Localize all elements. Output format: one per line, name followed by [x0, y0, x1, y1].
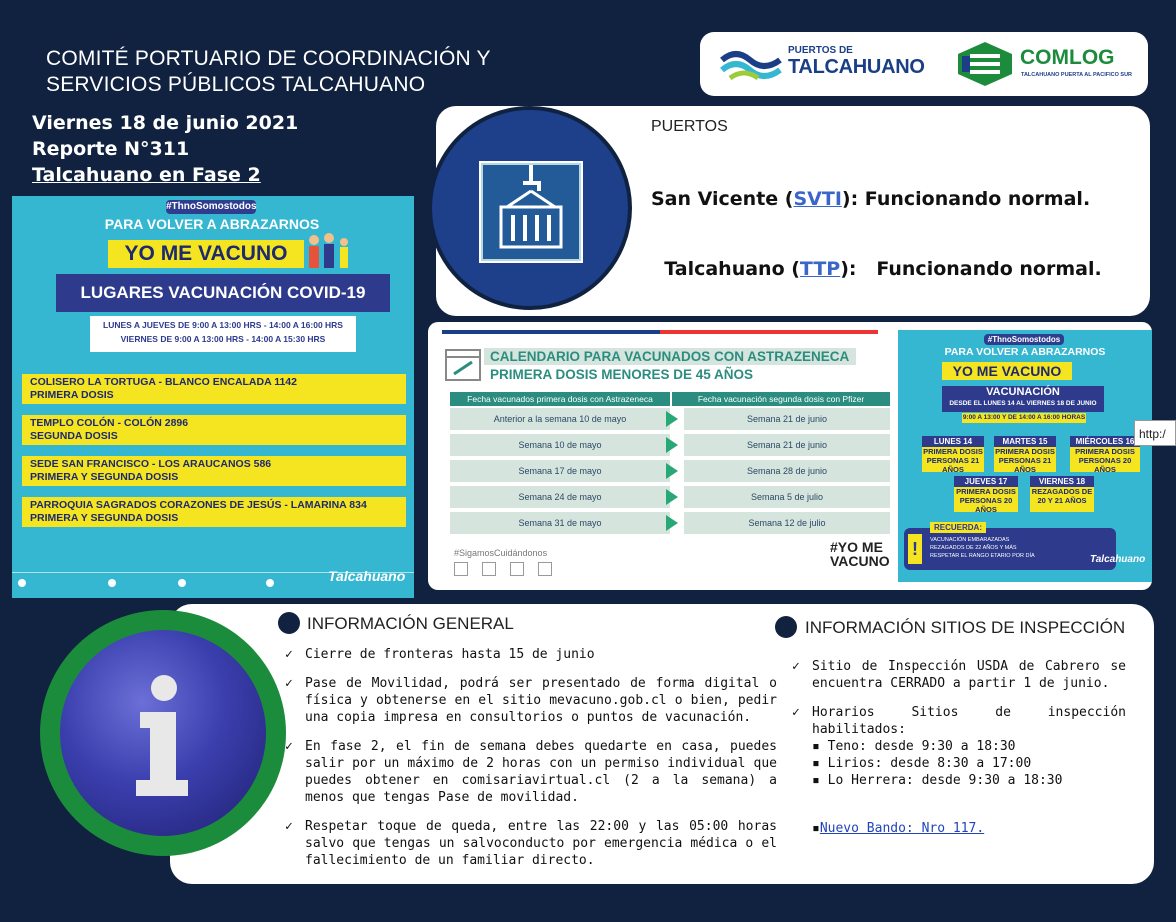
calendar-subtitle: PRIMERA DOSIS MENORES DE 45 AÑOS	[490, 367, 754, 382]
report-date: Viernes 18 de junio 2021	[32, 112, 299, 134]
remember-list: VACUNACIÓN EMBARAZADAS REZAGADOS DE 22 AÑOS Y MÁS RESPETAR EL RANGO ETARIO POR DÍA	[930, 537, 1035, 559]
remember-title: RECUERDA:	[930, 522, 986, 533]
poster2-brand: Talcahuano	[1090, 554, 1146, 565]
calendar-first-dose-cell: Anterior a la semana 10 de mayo	[450, 408, 670, 430]
calendar-second-dose-cell: Semana 12 de julio	[684, 512, 890, 534]
arrow-right-icon	[666, 489, 678, 505]
site-item: ▪ Lirios: desde 8:30 a 17:00	[812, 756, 1032, 771]
poster-subtitle: PARA VOLVER A ABRAZARNOS	[104, 216, 320, 232]
day-box: JUEVES 17 PRIMERA DOSIS PERSONAS 20 AÑOS	[954, 476, 1018, 512]
prevention-icons	[454, 562, 558, 576]
port-status-san-vicente: San Vicente (SVTI): Funcionando normal.	[651, 188, 1091, 210]
stay-home-icon	[538, 562, 552, 576]
distance-icon	[510, 562, 524, 576]
calendar-second-dose-cell: Semana 21 de junio	[684, 408, 890, 430]
facebook-icon	[18, 579, 26, 587]
inspection-bullet-icon	[775, 616, 797, 638]
poster-slogan: YO ME VACUNO	[108, 240, 304, 268]
vaccination-places-poster	[12, 196, 414, 598]
site-item: ▪ Lo Herrera: desde 9:30 a 18:30	[812, 773, 1063, 788]
general-item: ✓ En fase 2, el fin de semana debes quedarte en casa, puedes salir por un máximo de 2 horas con un permiso individual que puedes obtener en comisariavirtual.cl (2 a la semana) a menos que tengas Pase de movilidad.	[285, 739, 777, 805]
info-icon	[60, 630, 266, 836]
inspection-item: ✓ Horarios Sitios de inspección habilitados:	[792, 705, 1126, 737]
calendar-first-dose-cell: Semana 24 de mayo	[450, 486, 670, 508]
calendar-col2-header: Fecha vacunación segunda dosis con Pfizer	[672, 392, 890, 406]
check-icon: ✓	[285, 647, 293, 662]
instagram-icon	[178, 579, 186, 587]
report-info	[32, 110, 298, 188]
day-box: VIERNES 18 REZAGADOS DE 20 Y 21 AÑOS	[1030, 476, 1094, 512]
port-icon-circle	[428, 106, 632, 310]
poster2-hashtag: #ThnoSomostodos	[984, 334, 1064, 345]
url-tooltip: http:/	[1134, 420, 1176, 446]
poster-heading: LUGARES VACUNACIÓN COVID-19	[56, 274, 390, 312]
bando-item: ▪Nuevo Bando: Nro 117.	[812, 821, 985, 836]
mask-icon	[454, 562, 468, 576]
check-icon: ✓	[792, 705, 800, 720]
comlog-logo-icon	[954, 40, 1016, 88]
general-list	[285, 646, 777, 881]
calendar-second-dose-cell: Semana 21 de junio	[684, 434, 890, 456]
social-icons	[18, 579, 318, 589]
puertos-logo-small: PUERTOS DE	[788, 45, 853, 56]
day-box: MARTES 15 PRIMERA DOSIS PERSONAS 21 AÑOS	[995, 437, 1055, 474]
calendar-first-dose-cell: Semana 31 de mayo	[450, 512, 670, 534]
committee-title: COMITÉ PORTUARIO DE COORDINACIÓN Y SERVICIOS PÚBLICOS TALCAHUANO	[46, 47, 491, 96]
bando-link[interactable]: Nuevo Bando: Nro 117.	[819, 821, 985, 836]
arrow-right-icon	[666, 463, 678, 479]
poster2-slogan: YO ME VACUNO	[942, 362, 1072, 380]
inspection-item: ✓ Sitio de Inspección USDA de Cabrero se encuentra CERRADO a partir 1 de junio.	[792, 659, 1126, 691]
day-box: LUNES 14 PRIMERA DOSIS PERSONAS 21 AÑOS	[923, 437, 983, 474]
poster2-subtitle: PARA VOLVER A ABRAZARNOS	[944, 346, 1106, 358]
check-icon: ✓	[792, 659, 800, 674]
logos-box	[700, 32, 1148, 96]
report-phase: Talcahuano en Fase 2	[32, 164, 261, 186]
calendar-second-dose-cell: Semana 28 de junio	[684, 460, 890, 482]
arrow-right-icon	[666, 411, 678, 427]
inspection-title: INFORMACIÓN SITIOS DE INSPECCIÓN	[805, 618, 1126, 637]
comlog-logo-subtext: TALCAHUANO PUERTA AL PACIFICO SUR	[1021, 72, 1133, 78]
handwash-icon	[482, 562, 496, 576]
ttp-link[interactable]: TTP	[799, 258, 841, 280]
report-number: Reporte N°311	[32, 138, 190, 160]
poster2-hours: 9:00 A 13:00 Y DE 14:00 A 16:00 HORAS	[962, 414, 1086, 421]
puertos-logo-big: TALCAHUANO	[788, 56, 925, 78]
arrow-right-icon	[666, 437, 678, 453]
place-item: SEDE SAN FRANCISCO - LOS ARAUCANOS 586 PRIMERA Y SEGUNDA DOSIS	[22, 456, 406, 486]
check-icon: ✓	[285, 739, 293, 754]
twitter-icon	[108, 579, 116, 587]
arrow-right-icon	[666, 515, 678, 531]
check-icon: ✓	[285, 676, 293, 691]
general-item: ✓ Pase de Movilidad, podrá ser presentado de forma digital o física y obtenerse en el sitio mevacuno.gob.cl o bien, pedir una copia impresa en consultorios o puntos de vacunación.	[285, 676, 777, 725]
site-item: ▪ Teno: desde 9:30 a 18:30	[812, 739, 1016, 754]
calendar-second-dose-cell: Semana 5 de julio	[684, 486, 890, 508]
poster-hours: LUNES A JUEVES DE 9:00 A 13:00 HRS - 14:00 A 16:00 HRS VIERNES DE 9:00 A 13:00 HRS - 14:00 A 15:30 HRS	[90, 316, 356, 352]
place-item: TEMPLO COLÓN - COLÓN 2896 SEGUNDA DOSIS	[22, 415, 406, 445]
yo-me-vacuno-stamp: #YO ME VACUNO	[830, 539, 890, 569]
flag-stripe	[442, 330, 878, 334]
port-status-talcahuano: Talcahuano (TTP): Funcionando normal.	[664, 258, 1102, 280]
sites-list	[812, 738, 1126, 789]
calendar-footer-tag: #SigamosCuidándonos	[454, 548, 548, 558]
svti-link[interactable]: SVTI	[793, 188, 842, 210]
info-i-glyph	[126, 674, 202, 798]
comlog-logo-text: COMLOG	[1020, 46, 1115, 69]
calendar-title: CALENDARIO PARA VACUNADOS CON ASTRAZENECA	[490, 349, 850, 364]
check-icon: ✓	[285, 819, 293, 834]
vaccination-schedule-poster	[898, 330, 1152, 582]
general-item: ✓ Respetar toque de queda, entre las 22:00 y las 05:00 horas salvo que tengas un salvoconducto por emergencia médica o el fallecimiento de un familiar directo.	[285, 819, 777, 868]
exclamation-icon: !	[908, 534, 922, 564]
poster2-heading-box: VACUNACIÓN DESDE EL LUNES 14 AL VIERNES 18 DE JUNIO	[942, 386, 1104, 412]
poster-hashtag: #ThnoSomostodos	[166, 201, 257, 212]
calendar-first-dose-cell: Semana 17 de mayo	[450, 460, 670, 482]
general-bullet-icon	[278, 612, 300, 634]
puertos-logo-icon	[720, 46, 784, 80]
calendar-first-dose-cell: Semana 10 de mayo	[450, 434, 670, 456]
ports-label: PUERTOS	[651, 118, 728, 135]
general-item: ✓ Cierre de fronteras hasta 15 de junio	[285, 647, 595, 662]
web-icon	[266, 579, 274, 587]
general-title: INFORMACIÓN GENERAL	[307, 614, 514, 633]
day-box: MIÉRCOLES 16 PRIMERA DOSIS PERSONAS 20 AÑOS	[1070, 436, 1140, 472]
calendar-col1-header: Fecha vacunados primera dosis con Astrazeneca	[450, 392, 670, 406]
crane-container-icon	[479, 161, 583, 263]
remember-box	[904, 523, 1116, 570]
family-icon	[304, 232, 354, 272]
place-item: PARROQUIA SAGRADOS CORAZONES DE JESÚS - LAMARINA 834 PRIMERA Y SEGUNDA DOSIS	[22, 497, 406, 527]
calendar-syringe-icon	[444, 344, 484, 382]
place-item: COLISERO LA TORTUGA - BLANCO ENCALADA 1142 PRIMERA DOSIS	[22, 374, 406, 404]
inspection-list	[792, 658, 1126, 789]
poster-brand: Talcahuano	[328, 568, 406, 584]
